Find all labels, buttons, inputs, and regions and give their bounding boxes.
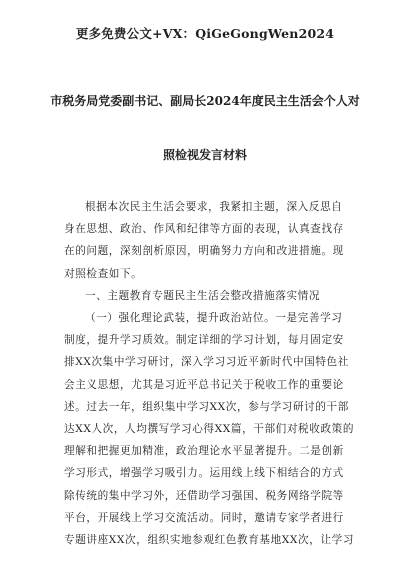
body-line: 专题讲座XX次，组织实地参观红色教育基地XX次，让学习	[64, 534, 355, 547]
body-line: 制度，提升学习质效。制定详细的学习计划，每月固定安	[64, 334, 344, 347]
body-line: 排XX次集中学习研讨，深入学习习近平新时代中国特色社	[64, 356, 349, 369]
document-body	[64, 196, 355, 551]
body-line: 平台，开展线上学习交流活动。同时，邀请专家学者进行	[64, 511, 344, 524]
body-line: 身在思想、政治、作风和纪律等方面的表现，认真查找存	[64, 223, 344, 236]
section-heading: 一、主题教育专题民主生活会整改措施落实情况	[85, 289, 321, 302]
document-title-line-2: 照检视发言材料	[162, 148, 247, 162]
promo-header: 更多免费公文+VX：QiGeGongWen2024	[75, 26, 335, 41]
body-line: 根据本次民主生活会要求，我紧扣主题，深入反思自	[85, 201, 343, 213]
body-line: 学习形式，增强学习吸引力。运用线上线下相结合的方式	[64, 467, 344, 480]
document-title-line-1: 市税务局党委副书记、副局长2024年度民主生活会个人对	[50, 94, 360, 108]
body-line: 除传统的集中学习外，还借助学习强国、税务网络学院等	[64, 489, 344, 502]
body-line: 达XX人次，人均撰写学习心得XX篇，干部们对税收政策的	[64, 423, 355, 436]
body-line: 述。过去一年，组织集中学习XX次，参与学习研讨的干部	[64, 400, 349, 413]
body-line: 会主义思想，尤其是习近平总书记关于税收工作的重要论	[64, 378, 344, 391]
body-line: （一）强化理论武装，提升政治站位。一是完善学习	[85, 312, 343, 325]
body-line: 在的问题，深刻剖析原因，明确努力方向和改进措施。现	[64, 245, 344, 258]
body-line: 对照检查如下。	[64, 267, 143, 280]
body-line: 理解和把握更加精准，政治理论水平显著提升。二是创新	[64, 445, 344, 458]
